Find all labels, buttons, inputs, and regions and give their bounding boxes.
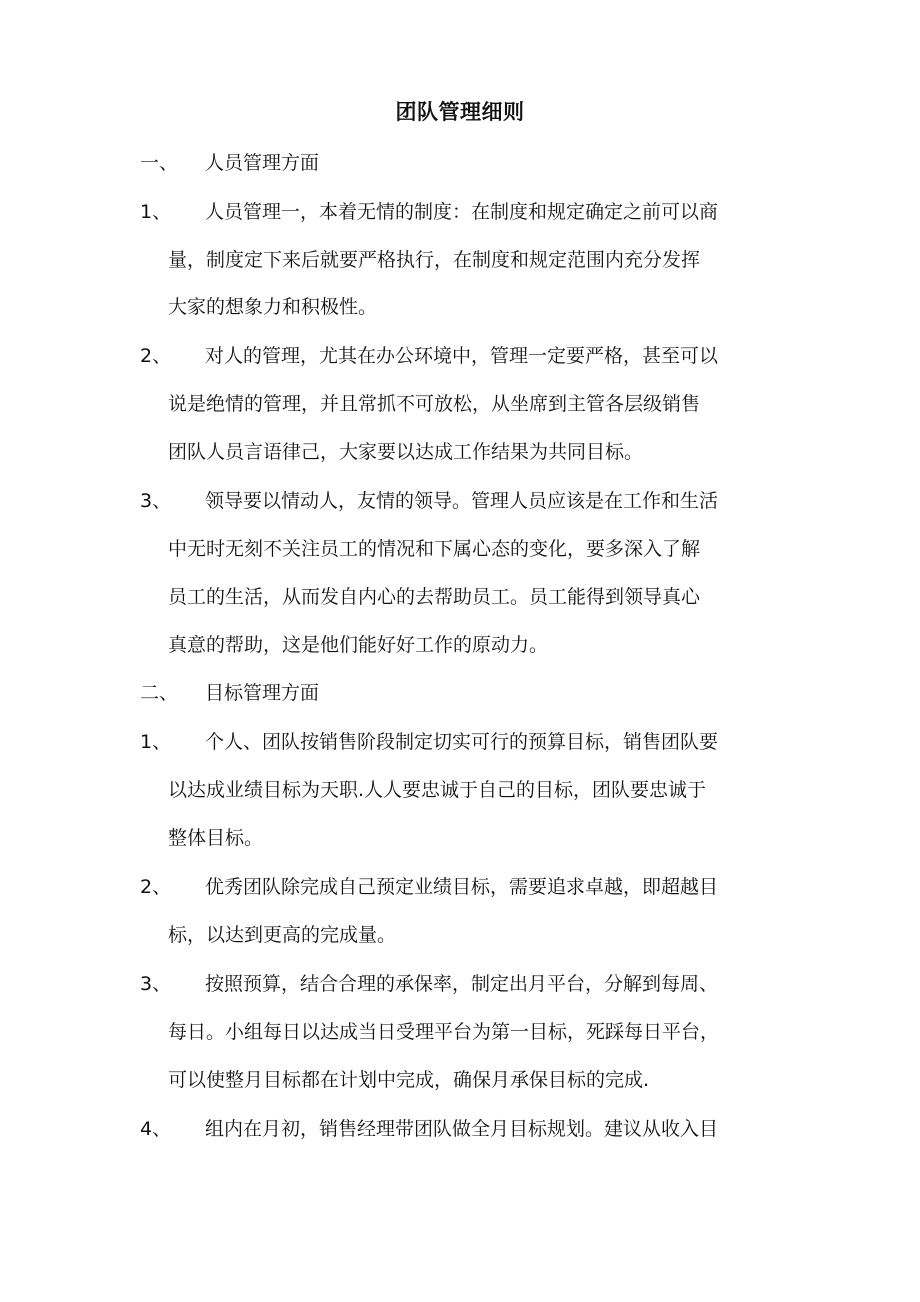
item-marker: 1、 bbox=[140, 731, 172, 753]
paragraph-line: 可以使整月目标都在计划中完成，确保月承保目标的完成. bbox=[168, 1069, 650, 1091]
paragraph-line: 领导要以情动人，友情的领导。管理人员应该是在工作和生活 bbox=[205, 490, 719, 512]
paragraph-line: 以达成业绩目标为天职.人人要忠诚于自己的目标，团队要忠诚于 bbox=[168, 779, 707, 801]
paragraph-line: 员工的生活，从而发自内心的去帮助员工。员工能得到领导真心 bbox=[168, 586, 701, 608]
paragraph-line: 真意的帮助，这是他们能好好工作的原动力。 bbox=[168, 634, 549, 656]
paragraph-line: 每日。小组每日以达成当日受理平台为第一目标，死踩每日平台， bbox=[168, 1021, 720, 1043]
paragraph-line: 组内在月初，销售经理带团队做全月目标规划。建议从收入目 bbox=[205, 1118, 719, 1140]
paragraph-line: 团队人员言语律己，大家要以达成工作结果为共同目标。 bbox=[168, 441, 644, 463]
item-marker: 2、 bbox=[140, 876, 172, 898]
section-heading: 人员管理方面 bbox=[205, 152, 320, 174]
item-marker: 2、 bbox=[140, 345, 172, 367]
paragraph-line: 说是绝情的管理，并且常抓不可放松，从坐席到主管各层级销售 bbox=[168, 393, 701, 415]
paragraph-line: 中无时无刻不关注员工的情况和下属心态的变化，要多深入了解 bbox=[168, 538, 701, 560]
paragraph-line: 按照预算，结合合理的承保率，制定出月平台，分解到每周、 bbox=[205, 973, 719, 995]
paragraph-line: 量，制度定下来后就要严格执行，在制度和规定范围内充分发挥 bbox=[168, 249, 701, 271]
paragraph-line: 对人的管理，尤其在办公环境中，管理一定要严格，甚至可以 bbox=[205, 345, 719, 367]
item-marker: 4、 bbox=[140, 1118, 172, 1140]
section-marker: 二、 bbox=[140, 682, 179, 704]
paragraph-line: 标，以达到更高的完成量。 bbox=[168, 924, 397, 946]
paragraph-line: 整体目标。 bbox=[168, 827, 264, 849]
paragraph-line: 优秀团队除完成自己预定业绩目标，需要追求卓越，即超越目 bbox=[205, 876, 719, 898]
item-marker: 3、 bbox=[140, 973, 172, 995]
paragraph-line: 个人、团队按销售阶段制定切实可行的预算目标，销售团队要 bbox=[205, 731, 719, 753]
paragraph-line: 人员管理一，本着无情的制度：在制度和规定确定之前可以商 bbox=[205, 201, 719, 223]
item-marker: 1、 bbox=[140, 201, 172, 223]
section-marker: 一、 bbox=[140, 152, 179, 174]
section-heading: 目标管理方面 bbox=[205, 682, 320, 704]
document-title: 团队管理细则 bbox=[395, 100, 525, 124]
paragraph-line: 大家的想象力和积极性。 bbox=[168, 296, 378, 318]
item-marker: 3、 bbox=[140, 490, 172, 512]
